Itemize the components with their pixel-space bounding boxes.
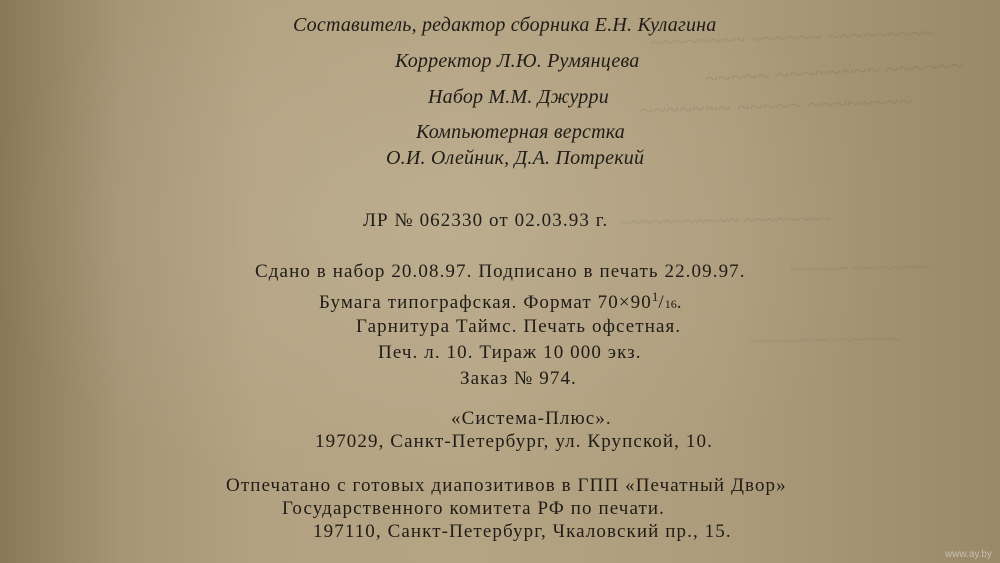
bleed-through-texture: ~~~~~ ~~~~~~~~ ~~~~~~: [704, 53, 965, 93]
bleed-through-texture: ~~~~~~~~ ~~~~~~~: [749, 328, 901, 352]
license-number: ЛР № 062330 от 02.03.93 г.: [363, 210, 609, 231]
paper-format-text: Бумага типографская. Формат 70×90: [319, 292, 652, 313]
bleed-through-texture: ~~~~~~~ ~~~~~ ~~~~~~~~: [639, 89, 913, 125]
typesetting-credit: Набор М.М. Джурри: [428, 86, 609, 108]
bleed-through-texture: ~~~~~~~~ ~~~~~~ ~~~~~~~~~: [649, 20, 936, 55]
layout-credit-title: Компьютерная верстка: [416, 121, 625, 143]
imprint-dates: Сдано в набор 20.08.97. Подписано в печать 22.09.97.: [255, 261, 746, 282]
bleed-through-texture: ~~~~~~ ~~~~~~~~: [789, 256, 931, 280]
format-denominator: 16: [664, 297, 677, 311]
printer-address: 197110, Санкт-Петербург, Чкаловский пр., 15.: [313, 521, 732, 542]
bleed-through-texture: ~~~~~~~~~~~ ~~~~~~~~: [619, 208, 831, 234]
format-end: .: [676, 292, 683, 313]
printer-line-2: Государственного комитета РФ по печати.: [282, 498, 666, 519]
format-numerator: 1: [651, 289, 659, 304]
compiler-credit: Составитель, редактор сборника Е.Н. Кулагина: [293, 14, 717, 36]
imprint-typeface: Гарнитура Таймс. Печать офсетная.: [356, 316, 682, 337]
publisher-address: 197029, Санкт-Петербург, ул. Крупской, 10.: [315, 431, 713, 452]
imprint-paper-format: Бумага типографская. Формат $70\times 90^1/16$.: [319, 289, 683, 313]
printer-line-1: Отпечатано с готовых диапозитивов в ГПП «Печатный Двор»: [226, 475, 787, 496]
imprint-print-run: Печ. л. 10. Тираж 10 000 экз.: [378, 342, 642, 363]
site-watermark: www.ay.by: [944, 549, 992, 560]
publisher-name: «Система-Плюс».: [451, 408, 612, 429]
layout-credit-names: О.И. Олейник, Д.А. Потрекий: [386, 147, 645, 169]
proofreader-credit: Корректор Л.Ю. Румянцева: [395, 50, 640, 72]
imprint-order: Заказ № 974.: [460, 368, 577, 389]
